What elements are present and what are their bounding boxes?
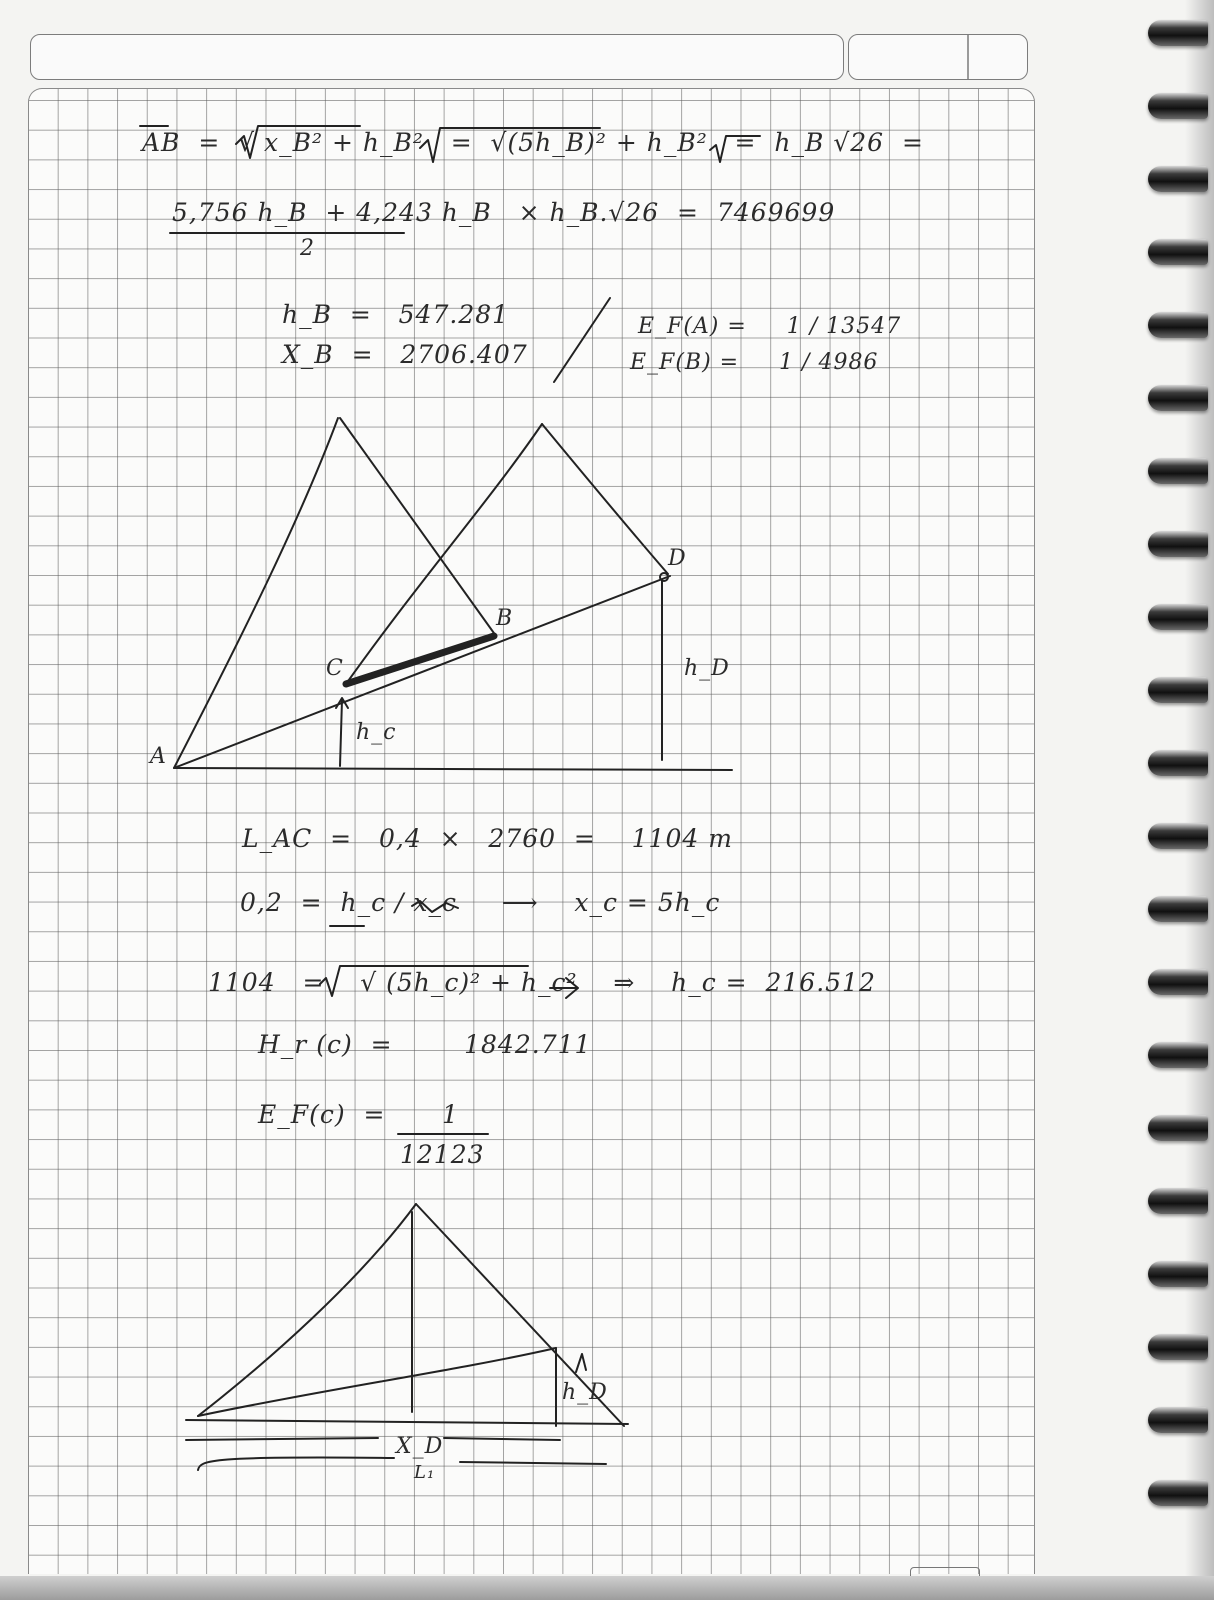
spiral-ring <box>1148 823 1208 849</box>
tilde-arrow <box>412 901 458 912</box>
label-l1: L₁ <box>414 1462 436 1483</box>
hypotenuse-eq: 1104 = √ (5h_c)² + h_c² ⇒ h_c = 216.512 <box>208 968 876 997</box>
spiral-ring <box>1148 604 1208 630</box>
length-ac: L_AC = 0,4 × 2760 = 1104 m <box>242 824 733 853</box>
xd-dimension <box>186 1438 560 1440</box>
spiral-ring <box>1148 750 1208 776</box>
spiral-ring <box>1148 166 1208 192</box>
baseline-ad <box>174 576 670 768</box>
height-c-arrow <box>340 700 342 766</box>
right-peak-descent <box>542 424 668 574</box>
spiral-ring <box>1148 1480 1208 1506</box>
left-peak-slope <box>174 418 338 768</box>
spiral-ring <box>1148 969 1208 995</box>
spiral-ring <box>1148 458 1208 484</box>
spiral-ring <box>1148 239 1208 265</box>
label-hd-lower: h_D <box>562 1380 608 1405</box>
l1-dimension <box>198 1458 606 1471</box>
spiral-ring <box>1148 1407 1208 1433</box>
segment-cb <box>346 636 494 684</box>
error-b: E_F(B) = 1 / 4986 <box>630 350 879 375</box>
spiral-ring <box>1148 1188 1208 1214</box>
spiral-ring <box>1148 1334 1208 1360</box>
left-peak-descent <box>340 418 496 636</box>
label-d: D <box>668 546 687 571</box>
result-hb: h_B = 547.281 <box>282 300 510 329</box>
horizontal-ground <box>174 768 732 770</box>
spiral-ring <box>1148 20 1208 46</box>
lower-ground <box>186 1420 628 1424</box>
spiral-ring <box>1148 1261 1208 1287</box>
spiral-ring <box>1148 93 1208 119</box>
error-c-numerator: 1 <box>442 1100 459 1129</box>
lower-left-slope <box>198 1204 416 1416</box>
spiral-ring <box>1148 1115 1208 1141</box>
error-a: E_F(A) = 1 / 13547 <box>638 314 902 339</box>
sqrt-sign-3 <box>710 136 760 162</box>
result-xb: X_B = 2706.407 <box>282 340 528 369</box>
spiral-ring <box>1148 312 1208 338</box>
separator-slash <box>554 298 610 382</box>
height-c: H_r (c) = 1842.711 <box>258 1030 592 1059</box>
lower-baseline-slope <box>198 1348 556 1416</box>
lower-arrow-mark <box>576 1354 586 1372</box>
equation-average: 5,756 h_B + 4,243 h_B × h_B.√26 = 7469699 <box>172 198 836 227</box>
sqrt-sign-4 <box>320 966 528 996</box>
spiral-ring <box>1148 896 1208 922</box>
label-hd: h_D <box>684 656 730 681</box>
error-c-denominator: 12123 <box>400 1140 485 1169</box>
implies-arrow <box>550 978 578 998</box>
sqrt-sign-2 <box>420 128 600 162</box>
page-bottom-edge <box>0 1576 1214 1600</box>
spiral-ring <box>1148 385 1208 411</box>
denominator-two: 2 <box>300 236 315 261</box>
sqrt-sign-1 <box>236 126 360 158</box>
spiral-ring <box>1148 531 1208 557</box>
lower-right-slope <box>416 1204 624 1426</box>
label-a: A <box>150 744 167 769</box>
label-b: B <box>496 606 514 631</box>
error-c-label: E_F(c) = <box>258 1100 386 1129</box>
label-xd: X_D <box>396 1434 444 1459</box>
label-c: C <box>326 656 344 681</box>
label-hc: h_c <box>356 720 397 745</box>
equation-ab: AB = √ x_B² + h_B² = √(5h_B)² + h_B² = h_B √26 = <box>142 128 924 157</box>
spiral-ring <box>1148 677 1208 703</box>
slope-ratio: 0,2 = h_c / x_c ⟶ x_c = 5h_c <box>240 888 721 917</box>
right-peak-slope <box>346 424 542 684</box>
spiral-ring <box>1148 1042 1208 1068</box>
